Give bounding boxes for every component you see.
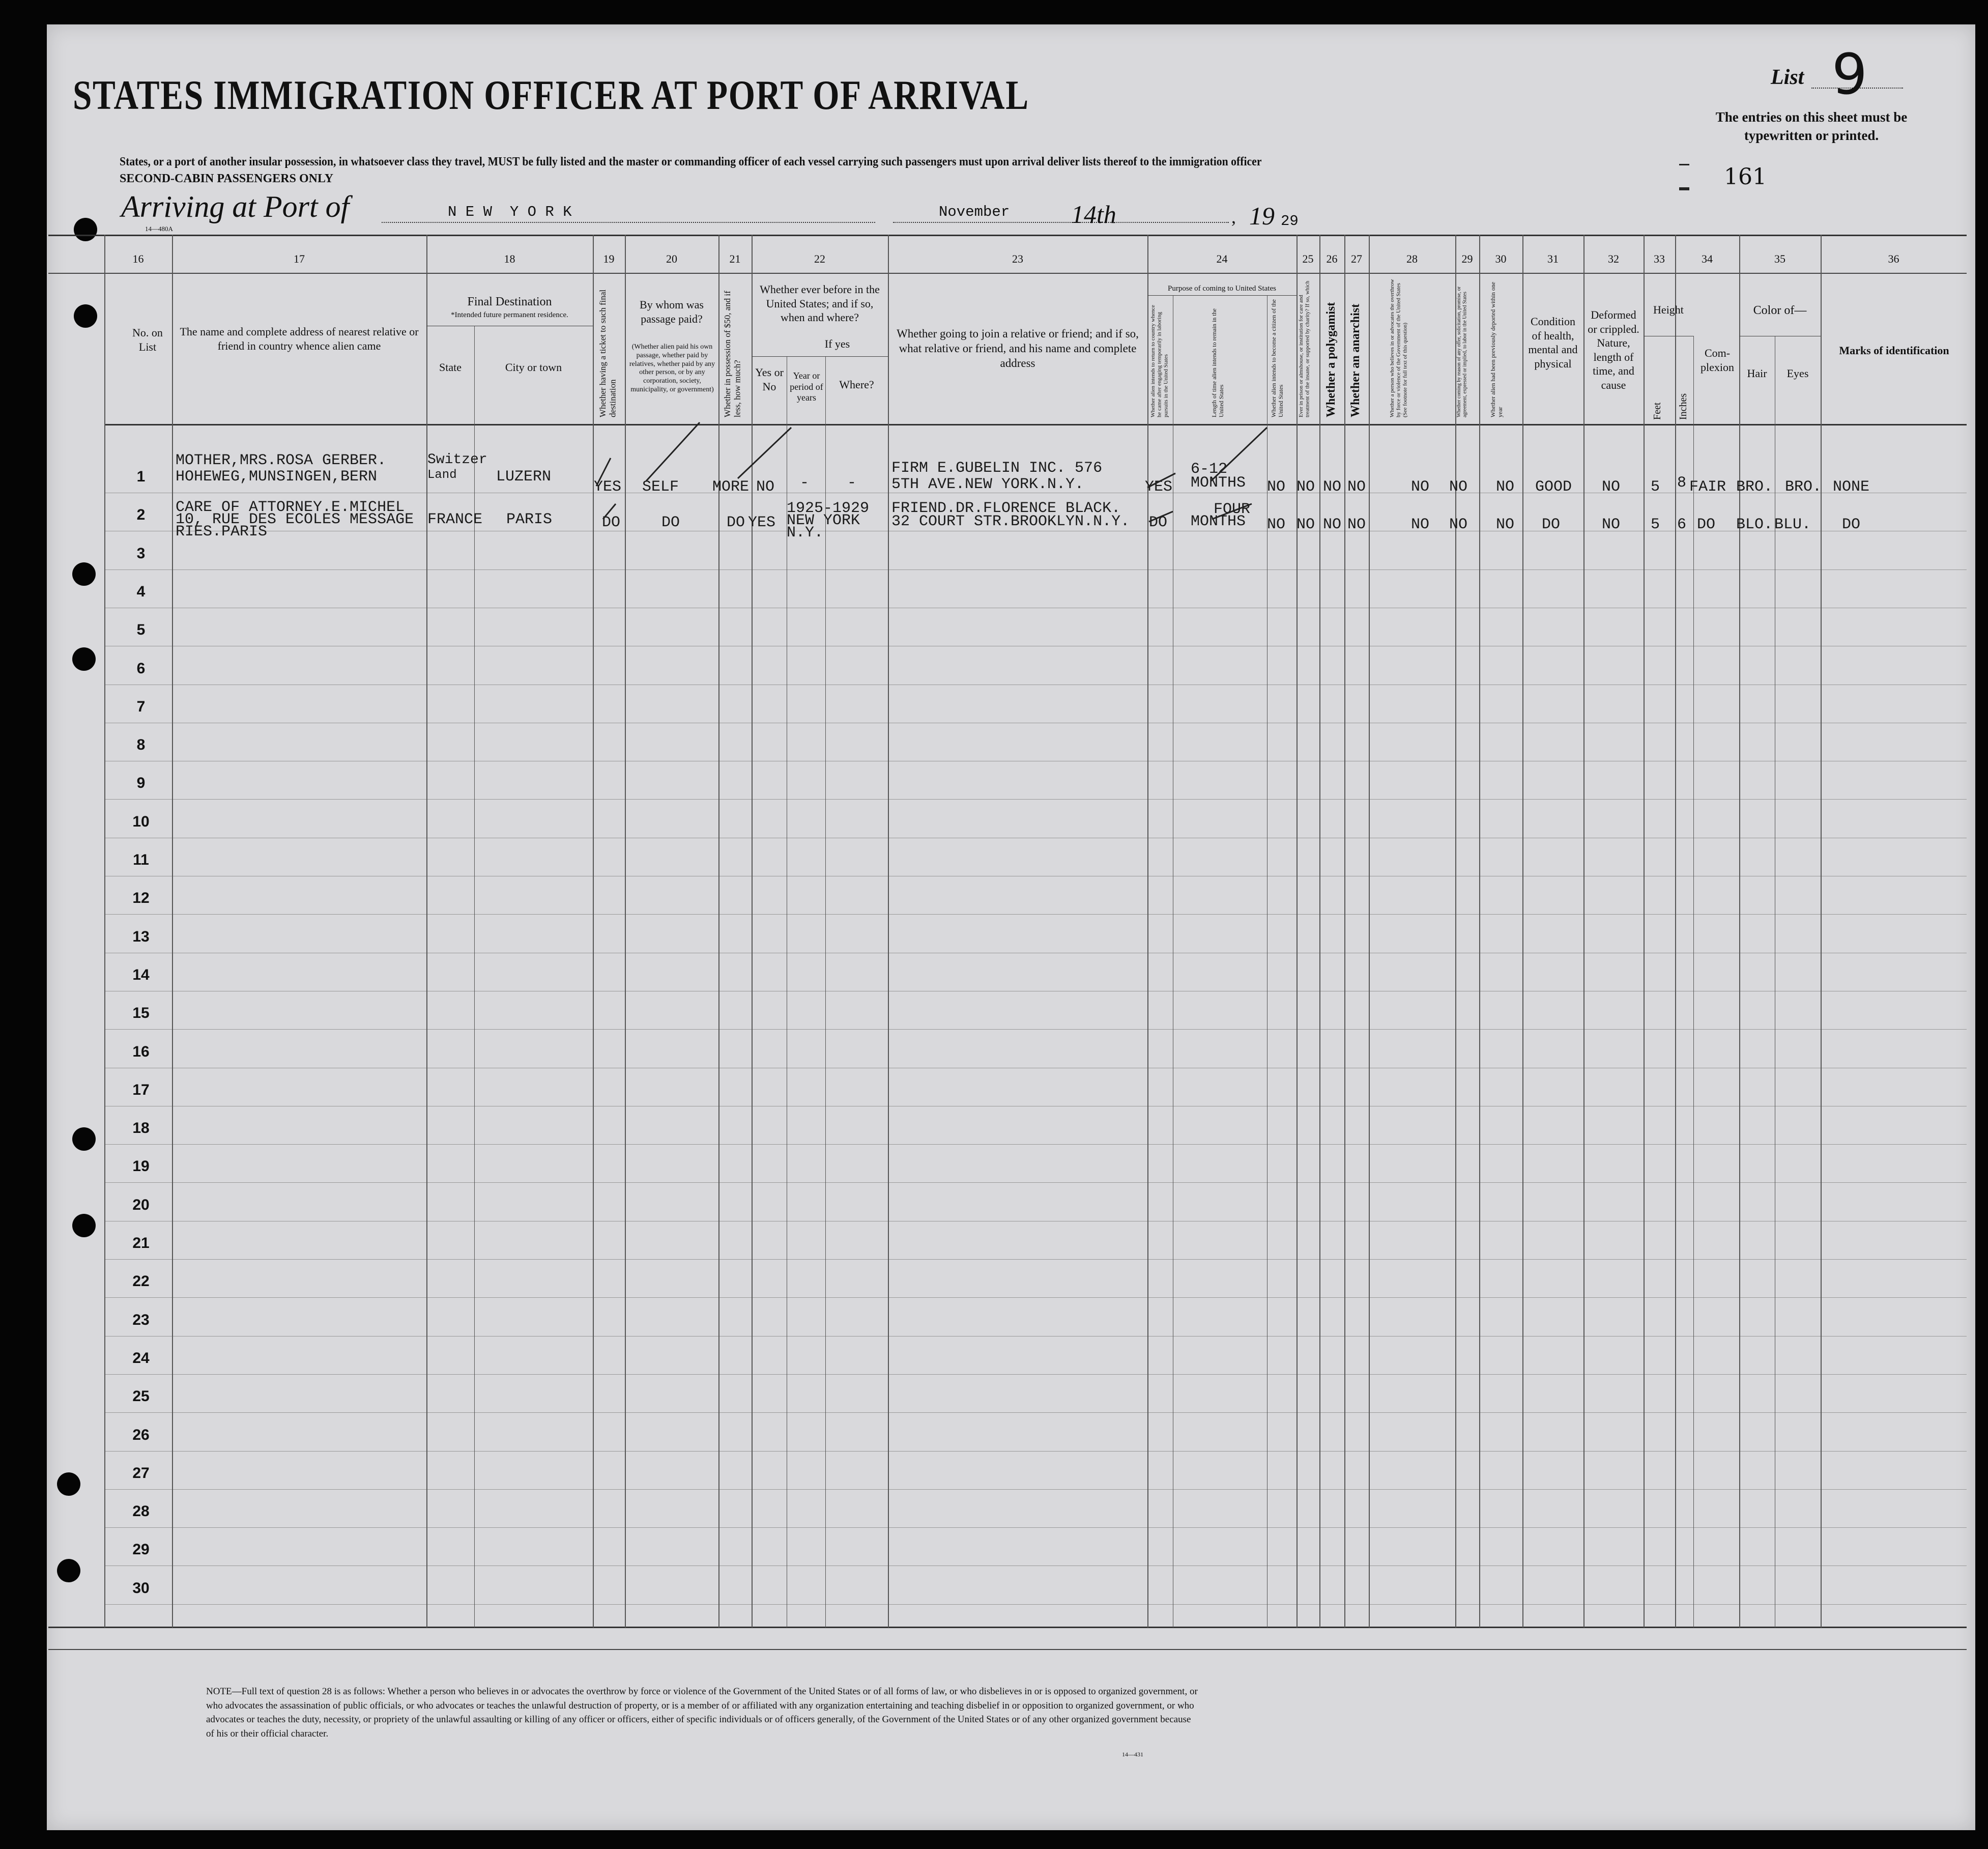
column-number: 32 bbox=[1608, 252, 1619, 265]
row2-state: FRANCE bbox=[427, 511, 483, 528]
row-number: 9 bbox=[136, 775, 146, 791]
row2-return: DO bbox=[1149, 514, 1168, 531]
header-joining-relative: Whether going to join a relative or friend; and if so, what relative or friend, and his name and complete address bbox=[897, 327, 1139, 369]
column-number: 34 bbox=[1702, 252, 1713, 265]
column-number: 30 bbox=[1495, 252, 1507, 265]
sheet-number: 161 bbox=[1724, 164, 1767, 190]
row2-health: DO bbox=[1542, 516, 1561, 533]
list-label: List bbox=[1771, 66, 1804, 89]
row1-inches: 8 bbox=[1677, 474, 1687, 492]
row1-ticket: YES bbox=[594, 478, 622, 496]
row1-eyes: BRO. bbox=[1785, 478, 1822, 496]
column-number: 22 bbox=[814, 252, 825, 265]
row1-length-line1: 6-12 bbox=[1191, 461, 1228, 478]
row2-city: PARIS bbox=[506, 511, 553, 528]
row2-before: YES bbox=[748, 514, 776, 531]
column-number: 19 bbox=[603, 252, 615, 265]
row-number: 29 bbox=[132, 1541, 150, 1558]
header-destination-note: *Intended future permanent residence. bbox=[451, 311, 568, 319]
row1-relative-line1: MOTHER,MRS.ROSA GERBER. bbox=[176, 452, 387, 469]
form-code: 14—480A bbox=[145, 225, 173, 233]
column-number: 28 bbox=[1406, 252, 1418, 265]
row1-labor-offer: NO bbox=[1449, 478, 1468, 496]
row2-prison: NO bbox=[1296, 516, 1315, 533]
arrival-year-prefix: 19 bbox=[1249, 202, 1275, 230]
row1-state-line1: Switzer bbox=[427, 452, 487, 468]
row-number: 2 bbox=[136, 506, 146, 523]
arrival-month: November bbox=[939, 204, 1010, 220]
row-number: 11 bbox=[133, 851, 149, 868]
arrival-day: 14th bbox=[1071, 200, 1116, 229]
header-city: City or town bbox=[505, 361, 562, 374]
row-number: 22 bbox=[132, 1273, 150, 1290]
row1-length-line2: MONTHS bbox=[1191, 474, 1246, 492]
row1-paid-by: SELF bbox=[642, 478, 679, 496]
row-number: 24 bbox=[132, 1350, 150, 1367]
row2-joining-line1: FRIEND.DR.FLORENCE BLACK. bbox=[891, 500, 1121, 517]
row1-health: GOOD bbox=[1535, 478, 1572, 496]
row2-hair: BLO. bbox=[1736, 516, 1773, 533]
header-year: Year or period of years bbox=[790, 371, 823, 403]
header-color: Color of— bbox=[1753, 304, 1807, 317]
column-number: 33 bbox=[1654, 252, 1665, 265]
row1-polygamist: NO bbox=[1323, 478, 1342, 496]
row-number: 7 bbox=[136, 698, 146, 715]
row2-marks: DO bbox=[1842, 516, 1861, 533]
header-prison: Ever in prison or almshouse, or institution for care and treatment of the insane, or supported by charity? If so, which bbox=[1298, 280, 1311, 417]
row1-feet: 5 bbox=[1651, 478, 1660, 496]
footnote-code: 14—431 bbox=[1122, 1751, 1143, 1758]
row2-anarchist: NO bbox=[1347, 516, 1366, 533]
row-number: 3 bbox=[136, 545, 146, 562]
row2-complexion: DO bbox=[1697, 516, 1716, 533]
header-passage-note: (Whether alien paid his own passage, whether paid by relatives, whether paid by any other person, or by any corporation, society, municipality, or government) bbox=[629, 343, 715, 393]
header-ever-before: Whether ever before in the United States; and if so, when and where? bbox=[760, 283, 880, 324]
header-if-yes: If yes bbox=[824, 337, 850, 350]
header-feet: Feet bbox=[1652, 402, 1663, 420]
column-number: 35 bbox=[1774, 252, 1785, 265]
row2-where-line2: N.Y. bbox=[787, 524, 824, 542]
column-number: 23 bbox=[1012, 252, 1023, 265]
row2-relative-line2: 10, RUE DES ECOLES MESSAGE bbox=[176, 511, 414, 528]
row1-citizen: NO bbox=[1267, 478, 1286, 496]
row1-complexion: FAIR bbox=[1689, 478, 1726, 496]
row-number: 21 bbox=[132, 1235, 150, 1251]
row2-feet: 5 bbox=[1651, 516, 1660, 533]
row-number: 23 bbox=[132, 1312, 150, 1328]
row1-state-line2: Land bbox=[427, 468, 457, 482]
header-passage-paid: By whom was passage paid? bbox=[640, 298, 704, 325]
header-yes-no: Yes or No bbox=[755, 366, 784, 393]
row2-labor-offer: NO bbox=[1449, 516, 1468, 533]
row2-overthrow: NO bbox=[1411, 516, 1430, 533]
row-number: 17 bbox=[132, 1082, 150, 1098]
header-labor-offer: Whether coming by reason of any offer, solicitation, promise, or agreement, expressed or implied, to labor in the United States bbox=[1456, 286, 1468, 417]
column-number: 20 bbox=[666, 252, 677, 265]
column-number: 26 bbox=[1326, 252, 1338, 265]
passenger-class: SECOND-CABIN PASSENGERS ONLY bbox=[120, 172, 334, 185]
row1-overthrow: NO bbox=[1411, 478, 1430, 496]
row1-return: YES bbox=[1145, 478, 1173, 496]
column-number: 16 bbox=[132, 252, 144, 265]
header-deported: Whether alien had been previously deported within one year bbox=[1489, 281, 1504, 417]
row1-hair: BRO. bbox=[1736, 478, 1773, 496]
column-number: 17 bbox=[294, 252, 305, 265]
arrival-year-suffix: 29 bbox=[1281, 213, 1299, 230]
header-nearest-relative: The name and complete address of nearest relative or friend in country whence alien came bbox=[180, 325, 419, 352]
row-number: 15 bbox=[132, 1005, 150, 1021]
row2-inches: 6 bbox=[1677, 516, 1687, 533]
column-number: 29 bbox=[1461, 252, 1473, 265]
header-marks: Marks of identification bbox=[1839, 344, 1949, 357]
row-number: 8 bbox=[136, 736, 146, 753]
row-number: 12 bbox=[132, 890, 150, 906]
instructions: The entries on this sheet must be typewritten or printed. bbox=[1715, 109, 1908, 144]
row2-joining-line2: 32 COURT STR.BROOKLYN.N.Y. bbox=[891, 513, 1130, 530]
header-where: Where? bbox=[839, 378, 874, 391]
port-name: N E W Y O R K bbox=[448, 204, 572, 220]
header-purpose-length: Length of time alien intends to remain in the United States bbox=[1211, 308, 1225, 417]
row2-relative-line1: CARE OF ATTORNEY.E.MICHEL bbox=[176, 499, 405, 516]
row2-relative-line3: RIES.PARIS bbox=[176, 523, 268, 541]
row1-city: LUZERN bbox=[496, 468, 552, 486]
row-number: 25 bbox=[132, 1388, 150, 1405]
row-number: 20 bbox=[132, 1197, 150, 1213]
column-number: 21 bbox=[729, 252, 741, 265]
header-state: State bbox=[439, 361, 462, 374]
header-health: Condition of health, mental and physical bbox=[1528, 315, 1578, 370]
row2-paid-by: DO bbox=[661, 514, 680, 531]
date-separator: , bbox=[1231, 207, 1236, 227]
row1-where: - bbox=[847, 474, 857, 492]
row2-citizen: NO bbox=[1267, 516, 1286, 533]
column-number: 27 bbox=[1351, 252, 1362, 265]
arriving-label: Arriving at Port of bbox=[121, 190, 350, 223]
row-number: 1 bbox=[136, 468, 146, 485]
column-number: 25 bbox=[1302, 252, 1314, 265]
row-number: 4 bbox=[136, 583, 146, 600]
row1-anarchist: NO bbox=[1347, 478, 1366, 496]
row-number: 26 bbox=[132, 1427, 150, 1443]
row1-deported: NO bbox=[1496, 478, 1515, 496]
header-polygamist: Whether a polygamist bbox=[1324, 302, 1338, 417]
row1-joining-line2: 5TH AVE.NEW YORK.N.Y. bbox=[891, 476, 1084, 493]
row-number: 5 bbox=[136, 621, 146, 638]
row2-where-line1: NEW YORK bbox=[787, 512, 860, 529]
row2-deported: NO bbox=[1496, 516, 1515, 533]
row-number: 19 bbox=[132, 1158, 150, 1175]
row1-deformed: NO bbox=[1602, 478, 1621, 496]
column-number: 31 bbox=[1547, 252, 1559, 265]
header-deformed: Deformed or crippled. Nature, length of time, and cause bbox=[1588, 308, 1639, 391]
row2-polygamist: NO bbox=[1323, 516, 1342, 533]
row2-eyes: BLU. bbox=[1774, 516, 1811, 533]
header-height: Height bbox=[1653, 303, 1684, 316]
row1-prison: NO bbox=[1296, 478, 1315, 496]
row1-marks: NONE bbox=[1833, 478, 1870, 496]
row1-years: - bbox=[800, 474, 810, 492]
header-eyes: Eyes bbox=[1787, 367, 1809, 380]
column-number: 36 bbox=[1888, 252, 1899, 265]
header-no-on-list: No. on List bbox=[132, 326, 163, 353]
row2-years: 1925-1929 bbox=[787, 500, 870, 517]
row1-relative-line2: HOHEWEG,MUNSINGEN,BERN bbox=[176, 468, 378, 486]
row1-before: NO bbox=[756, 478, 775, 496]
row-number: 10 bbox=[132, 813, 150, 830]
page-title: STATES IMMIGRATION OFFICER AT PORT OF ARRIVAL bbox=[73, 72, 1029, 118]
row1-joining-line1: FIRM E.GUBELIN INC. 576 bbox=[891, 460, 1103, 477]
row1-money: MORE bbox=[712, 478, 750, 496]
list-number: 9 bbox=[1832, 42, 1867, 107]
subtitle-line: States, or a port of another insular possession, in whatsoever class they travel, MUST be fully listed and the master or commanding officer of each vessel carrying such passengers must upon arrival deliver lists thereof to the immigration officer bbox=[120, 155, 1262, 168]
row2-length-line2: MONTHS bbox=[1191, 513, 1246, 530]
header-ticket: Whether having a ticket to such final destination bbox=[598, 289, 618, 417]
header-overthrow: Whether a person who believes in or advocates the overthrow by force or violence of the Government of the United States (See footnote for full text of this question) bbox=[1389, 279, 1408, 417]
row2-money: DO bbox=[727, 514, 745, 531]
row2-deformed: NO bbox=[1602, 516, 1621, 533]
header-complexion: Com-plexion bbox=[1701, 347, 1734, 374]
header-final-destination: Final Destination bbox=[467, 295, 552, 308]
footnote: NOTE—Full text of question 28 is as follows: Whether a person who believes in or advocates the overthrow by force or violence of the Government of the United States or of all forms of law, or who disbelieves in or is opposed to organized government, or who advocates the assassination of public officials, or who advocates or teaches the unlawful destruction of property, or is a member of or affiliated with any organization entertaining and teaching disbelief in or opposition to organized government, or who advocates or teaches the duty, necessity, or propriety of the unlawful assaulting or killing of any officer or officers, either of specific individuals or of officers generally, of the Government of the United States or of any other organized government because of his or their official character. bbox=[206, 1686, 1198, 1739]
row2-ticket: DO bbox=[602, 514, 621, 531]
row-number: 16 bbox=[132, 1043, 150, 1060]
header-purpose-citizen: Whether alien intends to become a citizen of the United States bbox=[1270, 299, 1284, 417]
column-number: 18 bbox=[504, 252, 515, 265]
header-purpose: Purpose of coming to United States bbox=[1168, 285, 1276, 293]
header-purpose-return: Whether alien intends to return to country whence he came after engaging temporarily in laboring pursuits in the United States bbox=[1150, 305, 1169, 417]
column-number: 24 bbox=[1216, 252, 1228, 265]
header-hair: Hair bbox=[1747, 367, 1767, 380]
header-inches: Inches bbox=[1678, 393, 1689, 420]
row-number: 30 bbox=[132, 1580, 150, 1597]
row-number: 27 bbox=[132, 1465, 150, 1482]
header-anarchist: Whether an anarchist bbox=[1349, 303, 1362, 417]
row-number: 18 bbox=[132, 1120, 150, 1136]
row-number: 13 bbox=[132, 928, 150, 945]
header-money: Whether in possession of $50, and if less, how much? bbox=[723, 291, 742, 417]
row2-length-line1: FOUR bbox=[1214, 501, 1251, 518]
row-number: 14 bbox=[132, 966, 150, 983]
row-number: 28 bbox=[132, 1503, 150, 1520]
row-number: 6 bbox=[136, 660, 146, 677]
